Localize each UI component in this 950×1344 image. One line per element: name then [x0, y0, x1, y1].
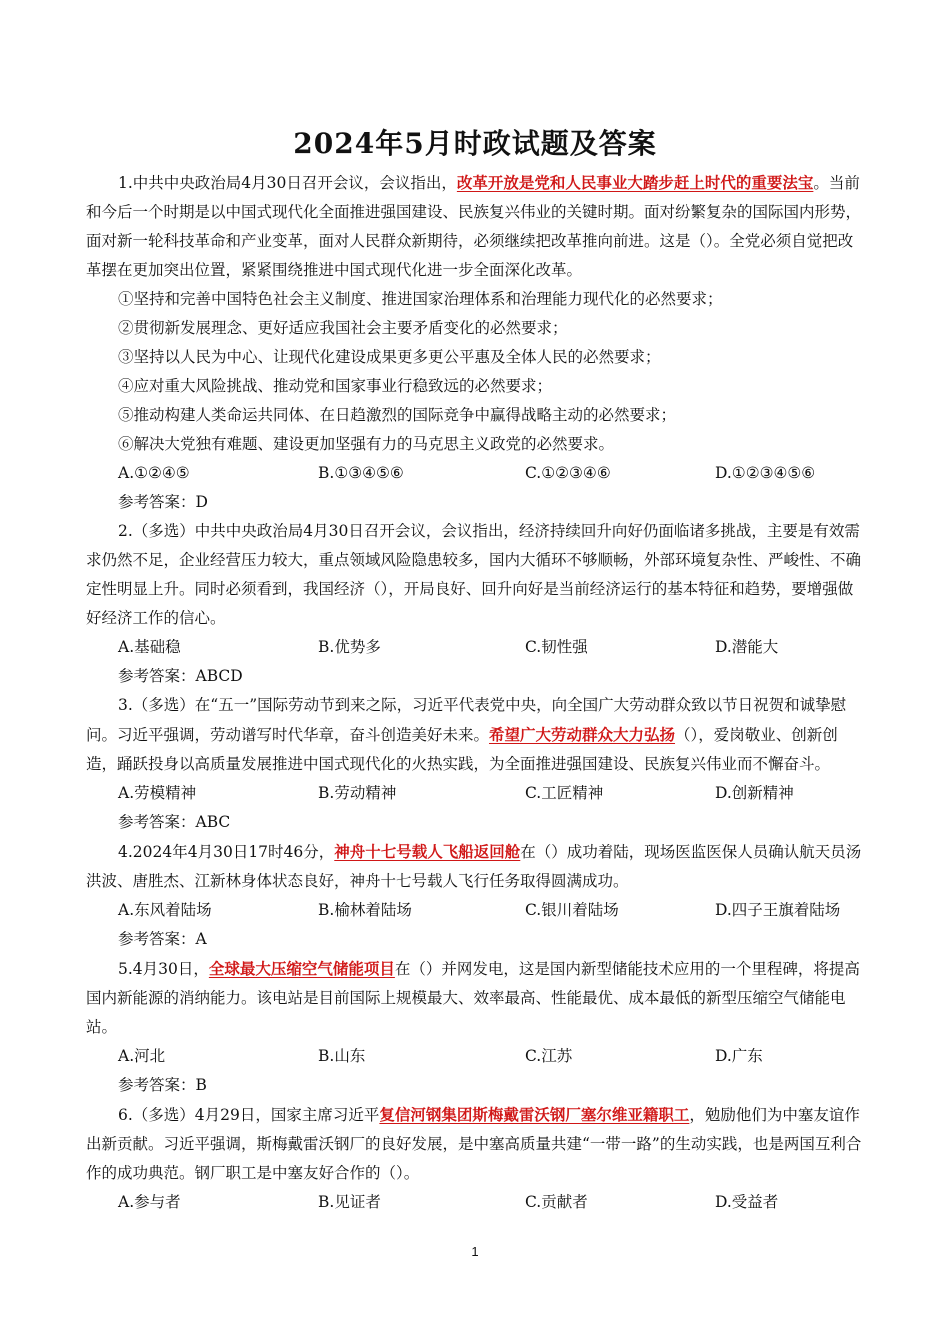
option-d: D.①②③④⑤⑥: [715, 464, 816, 482]
document-body: [86, 168, 864, 1217]
option-a: A.河北: [118, 1047, 166, 1065]
highlight-text: 希望广大劳动群众大力弘扬: [489, 725, 676, 744]
statement-item: ③坚持以人民为中心、让现代化建设成果更多更公平惠及全体人民的必然要求；: [118, 348, 661, 366]
question-3-options: [86, 779, 864, 808]
option-c: C.银川着陆场: [525, 901, 619, 919]
question-6-options: [86, 1188, 864, 1217]
answer-text: 参考答案：A: [118, 930, 207, 948]
statement-item: ④应对重大风险挑战、推动党和国家事业行稳致远的必然要求；: [118, 377, 553, 395]
option-b: B.山东: [318, 1047, 366, 1065]
question-3-stem: 3.（多选）在“五一”国际劳动节到来之际，习近平代表党中央，向全国广大劳动群众致以节日祝贺和诚挚慰问。习近平强调，劳动谱写时代华章，奋斗创造美好未来。希望广大劳动群众大力弘扬（），爱岗敬业、创新创造，踊跃投身以高质量发展推进中国式现代化的火热实践，为全面推进强国建设、民族复兴伟业而不懈奋斗。: [86, 696, 847, 773]
question-1-options: [86, 459, 864, 488]
option-b: B.优势多: [318, 638, 381, 656]
highlight-text: 神舟十七号载人飞船返回舱: [334, 842, 521, 861]
option-d: D.受益者: [715, 1193, 779, 1211]
answer-text: 参考答案：B: [118, 1076, 207, 1094]
question-2-stem: 2.（多选）中共中央政治局4月30日召开会议，会议指出，经济持续回升向好仍面临诸多挑战，主要是有效需求仍然不足，企业经营压力较大，重点领域风险隐患较多，国内大循环不够顺畅，外部环境复杂性、严峻性、不确定性明显上升。同时必须看到，我国经济（），开局良好、回升向好是当前经济运行的基本特征和趋势，要增强做好经济工作的信心。: [86, 522, 862, 627]
option-a: A.①②④⑤: [118, 464, 190, 482]
question-1-stem: 1.中共中央政治局4月30日召开会议，会议指出，改革开放是党和人民事业大踏步赶上时代的重要法宝。当前和今后一个时期是以中国式现代化全面推进强国建设、民族复兴伟业的关键时期。面对纷繁复杂的国际国内形势，面对新一轮科技革命和产业变革，面对人民群众新期待，必须继续把改革推向前进。这是（）。全党必须自觉把改革摆在更加突出位置，紧紧围绕推进中国式现代化进一步全面深化改革。: [86, 173, 862, 279]
statement-item: ②贯彻新发展理念、更好适应我国社会主要矛盾变化的必然要求；: [118, 319, 568, 337]
question-5-stem: 5.4月30日，全球最大压缩空气储能项目在（）并网发电，这是国内新型储能技术应用的一个里程碑，将提高国内新能源的消纳能力。该电站是目前国际上规模最大、效率最高、性能最优、成本最低的新型压缩空气储能电站。: [86, 959, 860, 1036]
statement-item: ①坚持和完善中国特色社会主义制度、推进国家治理体系和治理能力现代化的必然要求；: [118, 290, 723, 308]
question-4-options: [86, 896, 864, 925]
option-c: C.工匠精神: [525, 784, 604, 802]
option-c: C.贡献者: [525, 1193, 588, 1211]
question-5-options: [86, 1042, 864, 1071]
option-a: A.参与者: [118, 1193, 181, 1211]
question-2-options: [86, 633, 864, 662]
option-c: C.江苏: [525, 1047, 573, 1065]
page-number: 1: [471, 1244, 479, 1259]
option-d: D.创新精神: [715, 784, 794, 802]
answer-text: 参考答案：D: [118, 493, 208, 511]
highlight-text: 复信河钢集团斯梅戴雷沃钢厂塞尔维亚籍职工: [379, 1105, 690, 1124]
option-d: D.潜能大: [715, 638, 779, 656]
option-b: B.榆林着陆场: [318, 901, 412, 919]
highlight-text: 全球最大压缩空气储能项目: [208, 959, 395, 978]
document-title: 2024年5月时政试题及答案: [293, 127, 657, 160]
answer-text: 参考答案：ABCD: [118, 667, 243, 685]
statement-item: ⑥解决大党独有难题、建设更加坚强有力的马克思主义政党的必然要求。: [118, 435, 615, 453]
option-c: C.①②③④⑥: [525, 464, 611, 482]
answer-text: 参考答案：ABC: [118, 813, 231, 831]
option-b: B.劳动精神: [318, 784, 397, 802]
statement-item: ⑤推动构建人类命运共同体、在日趋激烈的国际竞争中赢得战略主动的必然要求；: [118, 406, 677, 424]
option-d: D.四子王旗着陆场: [715, 901, 841, 919]
option-a: A.东风着陆场: [118, 901, 212, 919]
option-d: D.广东: [715, 1047, 763, 1065]
highlight-text: 改革开放是党和人民事业大踏步赶上时代的重要法宝: [456, 173, 814, 192]
option-c: C.韧性强: [525, 638, 588, 656]
option-b: B.见证者: [318, 1193, 381, 1211]
question-4-stem: 4.2024年4月30日17时46分，神舟十七号载人飞船返回舱在（）成功着陆，现场医监医保人员确认航天员汤洪波、唐胜杰、江新林身体状态良好，神舟十七号载人飞行任务取得圆满成功。: [86, 842, 862, 890]
question-6-stem: 6.（多选）4月29日，国家主席习近平复信河钢集团斯梅戴雷沃钢厂塞尔维亚籍职工，勉励他们为中塞友谊作出新贡献。习近平强调，斯梅戴雷沃钢厂的良好发展，是中塞高质量共建“一带一路”的生动实践，也是两国互利合作的成功典范。钢厂职工是中塞友好合作的（）。: [86, 1105, 862, 1182]
option-b: B.①③④⑤⑥: [318, 464, 404, 482]
option-a: A.劳模精神: [118, 784, 197, 802]
option-a: A.基础稳: [118, 638, 181, 656]
